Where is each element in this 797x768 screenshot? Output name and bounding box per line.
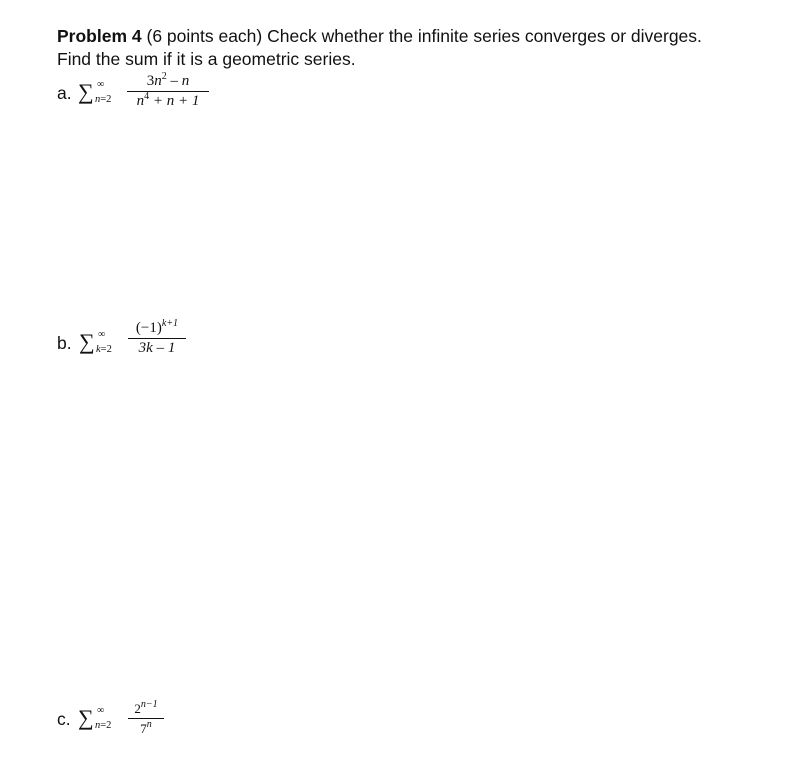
instructions-line-2: Find the sum if it is a geometric series. — [57, 49, 356, 69]
part-b-sigma-icon: ∑ — [79, 329, 95, 354]
part-c-label: c. — [57, 709, 71, 729]
part-c-numerator: $2^{n-1}$ — [134, 699, 158, 716]
part-c-sigma-icon: ∑ — [78, 705, 94, 730]
part-c-lower-limit: n=2 — [95, 720, 112, 731]
part-b-lower-limit: k=2 — [96, 344, 112, 355]
part-b-denominator: 3k – 1 — [138, 340, 176, 356]
part-a-lower-limit: n=2 — [95, 94, 112, 105]
part-b-upper-limit: ∞ — [98, 329, 106, 340]
part-c-fraction — [128, 700, 164, 737]
part-a-numerator: $3n^2$ – n — [146, 71, 190, 89]
part-a-fraction — [127, 73, 209, 110]
part-b-label: b. — [57, 333, 72, 353]
instructions-line-1: (6 points each) Check whether the infinite series converges or diverges. — [141, 26, 702, 46]
part-a-denominator: $n^4 + n + 1$ — [136, 91, 200, 109]
part-c-upper-limit: ∞ — [97, 705, 105, 716]
part-a-upper-limit: ∞ — [97, 79, 105, 90]
part-b-fraction — [128, 320, 186, 357]
part-b-fraction-bar — [128, 338, 186, 339]
part-a-fraction-bar — [127, 91, 209, 92]
part-a-sigma-icon: ∑ — [78, 79, 94, 104]
problem-number: Problem 4 — [57, 26, 142, 46]
problem-heading — [57, 25, 777, 71]
part-c-denominator: 7$^n$ — [140, 719, 152, 736]
part-a-label: a. — [57, 83, 72, 103]
part-b-numerator: $(-1)^{k+1}$ — [135, 318, 179, 336]
